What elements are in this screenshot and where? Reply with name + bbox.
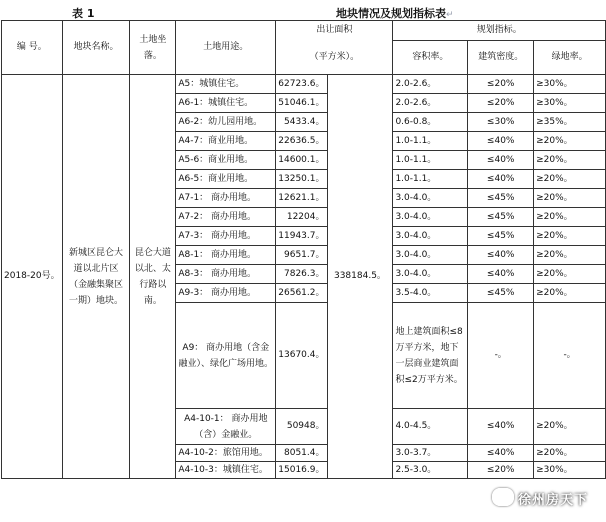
row-green: ≥20%。 (534, 132, 606, 151)
row-density: ≤45% (468, 227, 534, 246)
row-use: A7-2： 商办用地。 (176, 208, 276, 227)
row-far: 0.6-0.8。 (393, 113, 468, 132)
header-density: 建筑密度。 (468, 41, 534, 75)
row-green: ≥20%。 (534, 246, 606, 265)
row-green: ≥20%。 (534, 445, 606, 462)
row-area: 5433.4。 (276, 113, 327, 132)
block-total-area: 338184.5。 (327, 75, 393, 479)
row-area: 26561.2。 (276, 284, 327, 303)
watermark (492, 488, 588, 508)
row-density: ≤30% (468, 113, 534, 132)
row-area: 13670.4。 (276, 303, 327, 409)
table-title (336, 5, 454, 21)
row-use: A4-10-3：城镇住宅。 (176, 462, 276, 479)
row-use: A4-10-2：旅馆用地。 (176, 445, 276, 462)
block-id: 2018-20号。 (2, 75, 63, 479)
header-location: 土地坐落。 (130, 21, 176, 75)
row-far: 3.5-4.0。 (393, 284, 468, 303)
row-far: 3.0-3.7。 (393, 445, 468, 462)
row-green: ≥20%。 (534, 227, 606, 246)
row-far: 2.0-2.6。 (393, 75, 468, 94)
row-use: A6-1：城镇住宅。 (176, 94, 276, 113)
row-green: ≥35%。 (534, 113, 606, 132)
row-green: ≥20%。 (534, 208, 606, 227)
block-name: 新城区昆仑大道以北片区（金融集聚区一期）地块。 (62, 75, 130, 479)
row-far: 3.0-4.0。 (393, 265, 468, 284)
row-far: 1.0-1.1。 (393, 170, 468, 189)
row-green: ≥30%。 (534, 462, 606, 479)
row-far: 3.0-4.0。 (393, 189, 468, 208)
header-green: 绿地率。 (534, 41, 606, 75)
row-use: A6-2：幼儿园用地。 (176, 113, 276, 132)
row-density: ≤45% (468, 208, 534, 227)
row-use: A8-1： 商办用地。 (176, 246, 276, 265)
row-use: A7-1： 商办用地。 (176, 189, 276, 208)
row-area: 12204。 (276, 208, 327, 227)
row-density: ≤40% (468, 151, 534, 170)
row-green: ≥20%。 (534, 265, 606, 284)
row-use: A5-6：商业用地。 (176, 151, 276, 170)
row-green: -。 (534, 303, 606, 409)
row-area: 9651.7。 (276, 246, 327, 265)
row-density: ≤40% (468, 170, 534, 189)
row-use: A4-10-1： 商办用地（含）金融业。 (176, 409, 276, 445)
row-density: ≤40% (468, 265, 534, 284)
row-green: ≥30%。 (534, 94, 606, 113)
row-use: A7-3： 商办用地。 (176, 227, 276, 246)
row-green: ≥20%。 (534, 409, 606, 445)
row-far: 2.0-2.6。 (393, 94, 468, 113)
row-area: 62723.6。 (276, 75, 327, 94)
row-area: 11943.7。 (276, 227, 327, 246)
row-use: A4-7：商业用地。 (176, 132, 276, 151)
row-area: 7826.3。 (276, 265, 327, 284)
row-density: ≤40% (468, 409, 534, 445)
row-far: 3.0-4.0。 (393, 227, 468, 246)
row-far: 1.0-1.1。 (393, 151, 468, 170)
row-use: A8-3： 商办用地。 (176, 265, 276, 284)
row-green: ≥20%。 (534, 189, 606, 208)
header-name: 地块名称。 (62, 21, 130, 75)
row-area: 15016.9。 (276, 462, 327, 479)
row-density: ≤40% (468, 132, 534, 151)
row-far: 3.0-4.0。 (393, 246, 468, 265)
row-density: ≤40% (468, 445, 534, 462)
row-area: 51046.1。 (276, 94, 327, 113)
header-indicators: 规划指标。 (393, 21, 606, 41)
row-density: ≤20% (468, 462, 534, 479)
watermark-text: 徐州房天下 (517, 493, 588, 508)
table-title-text: 地块情况及规划指标表 (336, 7, 446, 20)
row-area: 22636.5。 (276, 132, 327, 151)
row-far: 地上建筑面积≤8万平方米，地下一层商业建筑面积≤2万平方米。 (393, 303, 468, 409)
row-far: 1.0-1.1。 (393, 132, 468, 151)
row-density: ≤20% (468, 94, 534, 113)
land-plot-table (1, 20, 606, 479)
row-green: ≥30%。 (534, 75, 606, 94)
row-density: -。 (468, 303, 534, 409)
row-area: 12621.1。 (276, 189, 327, 208)
row-use: A9-3： 商办用地。 (176, 284, 276, 303)
row-green: ≥20%。 (534, 170, 606, 189)
header-far: 容积率。 (393, 41, 468, 75)
header-id: 编 号。 (2, 21, 63, 75)
row-area: 13250.1。 (276, 170, 327, 189)
row-green: ≥20%。 (534, 284, 606, 303)
paragraph-mark: ↵ (446, 10, 454, 20)
row-use: A9： 商办用地（含金融业）、绿化广场用地。 (176, 303, 276, 409)
row-far: 3.0-4.0。 (393, 208, 468, 227)
row-green: ≥20%。 (534, 151, 606, 170)
row-density: ≤40% (468, 246, 534, 265)
header-use: 土地用途。 (176, 21, 276, 75)
block-location: 昆仑大道以北、太行路以南。 (130, 75, 176, 479)
row-use: A6-5：商业用地。 (176, 170, 276, 189)
table-number: 表 1 (72, 7, 95, 20)
wechat-icon (492, 488, 514, 506)
row-density: ≤45% (468, 189, 534, 208)
table-row (2, 75, 606, 94)
row-use: A5：城镇住宅。 (176, 75, 276, 94)
row-far: 2.5-3.0。 (393, 462, 468, 479)
row-area: 14600.1。 (276, 151, 327, 170)
row-area: 50948。 (276, 409, 327, 445)
row-density: ≤20% (468, 75, 534, 94)
header-area-unit: （平方米）。 (276, 41, 393, 75)
row-far: 4.0-4.5。 (393, 409, 468, 445)
header-area: 出让面积 (276, 21, 393, 41)
row-density: ≤45% (468, 284, 534, 303)
row-area: 8051.4。 (276, 445, 327, 462)
